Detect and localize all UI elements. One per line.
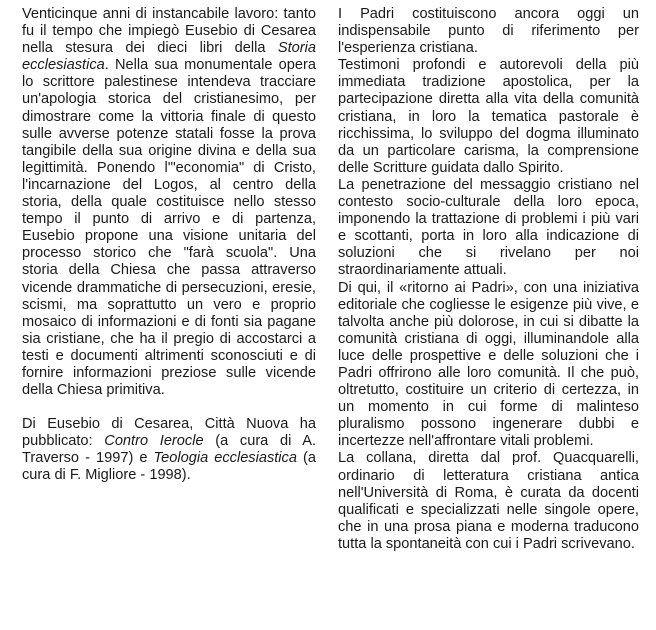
text-run: Venticinque anni di instancabile lavoro: tanto fu il tempo che impiegò Eusebio di Cesarea nella stesura dei dieci libri della: [22, 6, 316, 57]
book-title-storia-ecclesiastica: Storia ecclesiastica: [22, 40, 316, 74]
publications-paragraph: [22, 416, 316, 484]
eusebio-description-paragraph: [22, 6, 316, 399]
text-run: (a cura di F. Migliore - 1998).: [22, 450, 316, 484]
return-to-fathers-paragraph: Di qui, il «ritorno ai Padri», con una iniziativa editoriale che cogliesse le esigenze più vive, e talvolta anche più dolorose, in cui si dibatte la comunità cristiana di oggi, illuminandole alla luce delle prospettive e delle soluzioni che i Padri offrirono alle loro comunità. Il che può, oltretutto, costituire un criterio di certezza, in un momento in cui forme di malinteso pluralismo possono ingenerare dubbi e incertezze nell'affrontare vitali problemi.: [338, 279, 639, 450]
book-title-contro-ierocle: Contro Ierocle: [104, 433, 204, 450]
series-editor-paragraph: La collana, diretta dal prof. Quacquarelli, ordinario di letteratura cristiana antica nell'Università di Roma, è curata da docenti qualificati e specializzati nelle singole opere, che in una prosa piana e moderna traducono tutta la spontaneità con cui i Padri scrivevano.: [338, 450, 639, 552]
message-penetration-paragraph: La penetrazione del messaggio cristiano nel contesto socio-culturale della loro epoca, imponendo la trattazione di problemi i più vari e scottanti, porta in loro alla indicazione di soluzioni che si rivelano per noi straordinariamente attuali.: [338, 176, 639, 279]
text-run: . Nella sua monumentale opera lo scrittore palestinese intendeva tracciare un'apologia storica del cristianesimo, per dimostrare come la vittoria finale di questo sulle avverse potenze statali fosse la prova tangibile della sua origine divina e della sua legittimità. Ponendo l'"economia" di Cristo, l'incarnazione del Logos, al centro della storia, della quale costituisce nello stesso tempo il punto di arrivo e di partenza, Eusebio propone una visione unitaria del processo storico che "farà scuola". Una storia della Chiesa che passa attraverso vicende drammatiche di persecuzioni, eresie, scismi, ma soprattutto un vero e proprio mosaico di informazioni e di fonti sia pagane sia cristiane, che ha il pregio di accostarci a testi e documenti altrimenti sconosciuti e di fornire informazioni preziose sulle vicende della Chiesa primitiva.: [22, 57, 316, 399]
left-column: [22, 6, 316, 485]
text-run: (a cura di A. Traverso - 1997) e: [22, 433, 316, 467]
text-run: Di Eusebio di Cesarea, Città Nuova ha pubblicato:: [22, 416, 316, 450]
witnesses-paragraph: Testimoni profondi e autorevoli della più immediata tradizione apostolica, per la partecipazione diretta alla vita della comunità cristiana, in loro la tematica pastorale è ricchissima, lo sviluppo del dogma illuminato da un particolare carisma, la comprensione delle Scritture guidata dallo Spirito.: [338, 57, 639, 176]
right-column: [338, 6, 639, 553]
series-intro-paragraph: I Padri costituiscono ancora oggi un indispensabile punto di riferimento per l'esperienza cristiana.: [338, 6, 639, 57]
book-title-teologia-ecclesiastica: Teologia ecclesiastica: [153, 450, 297, 467]
